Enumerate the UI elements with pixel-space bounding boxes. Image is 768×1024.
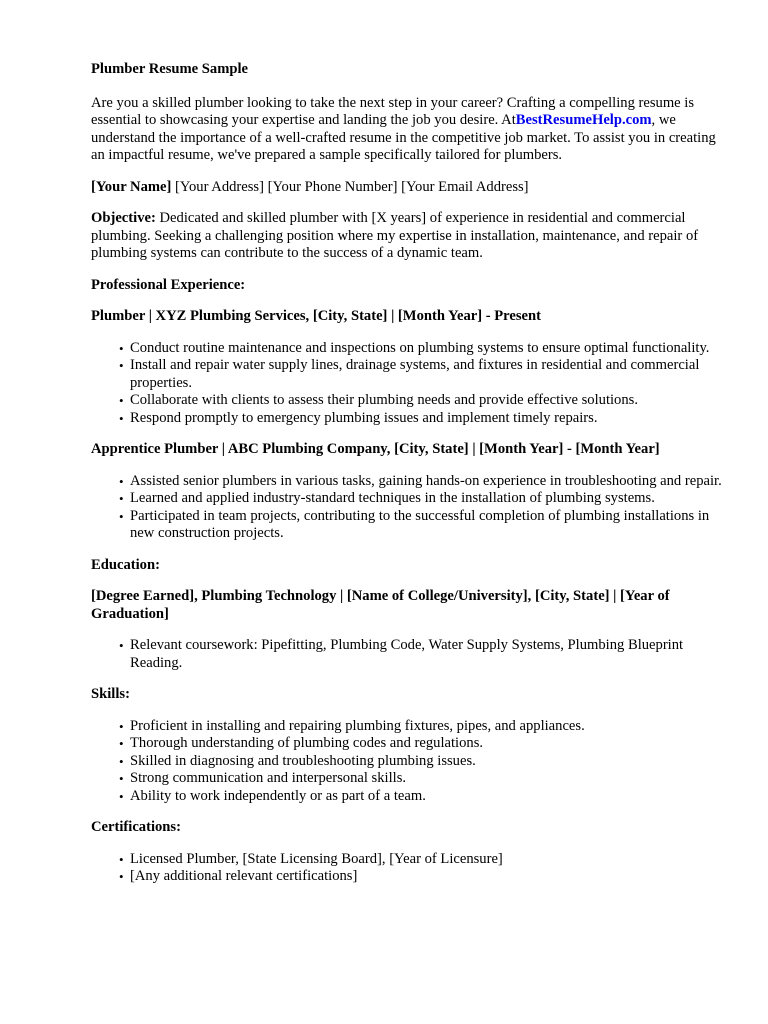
list-item	[119, 850, 728, 869]
certifications-heading: Certifications:	[91, 819, 181, 835]
list-item-text: Licensed Plumber, [State Licensing Board], [Year of Licensure]	[130, 850, 503, 867]
bullet-icon: •	[119, 788, 124, 804]
list-item-text: Strong communication and interpersonal skills.	[130, 770, 407, 786]
bullet-icon: •	[119, 340, 124, 356]
list-item-text: Collaborate with clients to assess their plumbing needs and provide effective solutions.	[130, 392, 638, 408]
list-item-text: Respond promptly to emergency plumbing issues and implement timely repairs.	[130, 409, 598, 426]
intro-paragraph	[91, 95, 728, 165]
list-item	[119, 637, 728, 672]
intro-text-after-link: , we understand the importance of a well-crafted resume in the competitive job market. To assist you in creating an impactful resume, we've prepared a sample specifically tailored for plumbers.	[91, 112, 716, 163]
list-item	[119, 770, 728, 788]
contact-details: [Your Address] [Your Phone Number] [Your Email Address]	[175, 178, 529, 195]
list-item	[119, 507, 728, 543]
list-item-text: Thorough understanding of plumbing codes and regulations.	[130, 735, 484, 751]
list-item	[119, 868, 728, 886]
bullet-icon: •	[119, 869, 124, 884]
list-item-text: Proficient in installing and repairing plumbing fixtures, pipes, and appliances.	[130, 717, 585, 734]
degree-line: [Degree Earned], Plumbing Technology | [Name of College/University], [City, State] | [Year of Graduation]	[91, 588, 670, 622]
certifications-list	[91, 851, 728, 886]
bullet-icon: •	[119, 410, 124, 426]
bullet-icon: •	[119, 393, 124, 408]
job-title-1: Plumber | XYZ Plumbing Services, [City, State] | [Month Year] - Present	[91, 308, 541, 324]
list-item	[119, 357, 728, 392]
job-2-duties-list	[91, 473, 728, 543]
list-item-text: Participated in team projects, contributing to the successful completion of plumbing installations in new construction projects.	[130, 507, 710, 541]
objective-paragraph	[91, 210, 728, 263]
contact-name: [Your Name]	[91, 178, 172, 195]
list-item	[119, 472, 728, 491]
list-item	[119, 735, 728, 753]
education-heading: Education:	[91, 556, 160, 573]
bullet-icon: •	[119, 491, 124, 506]
bullet-icon: •	[119, 358, 124, 373]
best-resume-help-link[interactable]: BestResumeHelp.com	[515, 112, 652, 128]
bullet-icon: •	[119, 718, 124, 734]
list-item	[119, 787, 728, 806]
list-item	[119, 409, 728, 428]
objective-label: Objective:	[91, 210, 156, 226]
bullet-icon: •	[119, 508, 124, 524]
skills-list	[91, 718, 728, 806]
list-item-text: Learned and applied industry-standard techniques in the installation of plumbing systems.	[130, 490, 655, 506]
list-item	[119, 490, 728, 508]
list-item-text: Ability to work independently or as part of a team.	[130, 787, 426, 804]
list-item	[119, 392, 728, 410]
objective-text: Dedicated and skilled plumber with [X years] of experience in residential and commercial plumbing. Seeking a challenging position where my expertise in installation, maintenance, and repair of plumbing systems can contribute to the success of a dynamic team.	[91, 210, 699, 261]
list-item	[119, 717, 728, 736]
job-title-2: Apprentice Plumber | ABC Plumbing Company, [City, State] | [Month Year] - [Month Year]	[91, 441, 660, 457]
bullet-icon: •	[119, 638, 124, 653]
list-item-text: Install and repair water supply lines, drainage systems, and fixtures in residential and commercial properties.	[130, 357, 700, 391]
bullet-icon: •	[119, 473, 124, 489]
education-list	[91, 637, 728, 672]
list-item	[119, 339, 728, 358]
list-item-text: Relevant coursework: Pipefitting, Plumbing Code, Water Supply Systems, Plumbing Blueprint Reading.	[130, 637, 684, 671]
page-title: Plumber Resume Sample	[91, 61, 249, 77]
job-1-duties-list	[91, 340, 728, 428]
list-item-text: Assisted senior plumbers in various tasks, gaining hands-on experience in troubleshooting and repair.	[130, 472, 722, 489]
skills-heading: Skills:	[91, 686, 130, 702]
list-item-text: [Any additional relevant certifications]	[130, 868, 358, 884]
bullet-icon: •	[119, 771, 124, 786]
list-item-text: Conduct routine maintenance and inspections on plumbing systems to ensure optimal functionality.	[130, 339, 710, 356]
bullet-icon: •	[119, 753, 124, 769]
bullet-icon: •	[119, 851, 124, 867]
bullet-icon: •	[119, 736, 124, 751]
intro-text-before-link: Are you a skilled plumber looking to take the next step in your career? Crafting a compelling resume is essential to showcasing your expertise and landing the job you desire. At	[91, 94, 695, 128]
experience-heading: Professional Experience:	[91, 276, 246, 293]
list-item	[119, 752, 728, 771]
list-item-text: Skilled in diagnosing and troubleshooting plumbing issues.	[130, 752, 476, 769]
contact-line	[91, 179, 728, 197]
